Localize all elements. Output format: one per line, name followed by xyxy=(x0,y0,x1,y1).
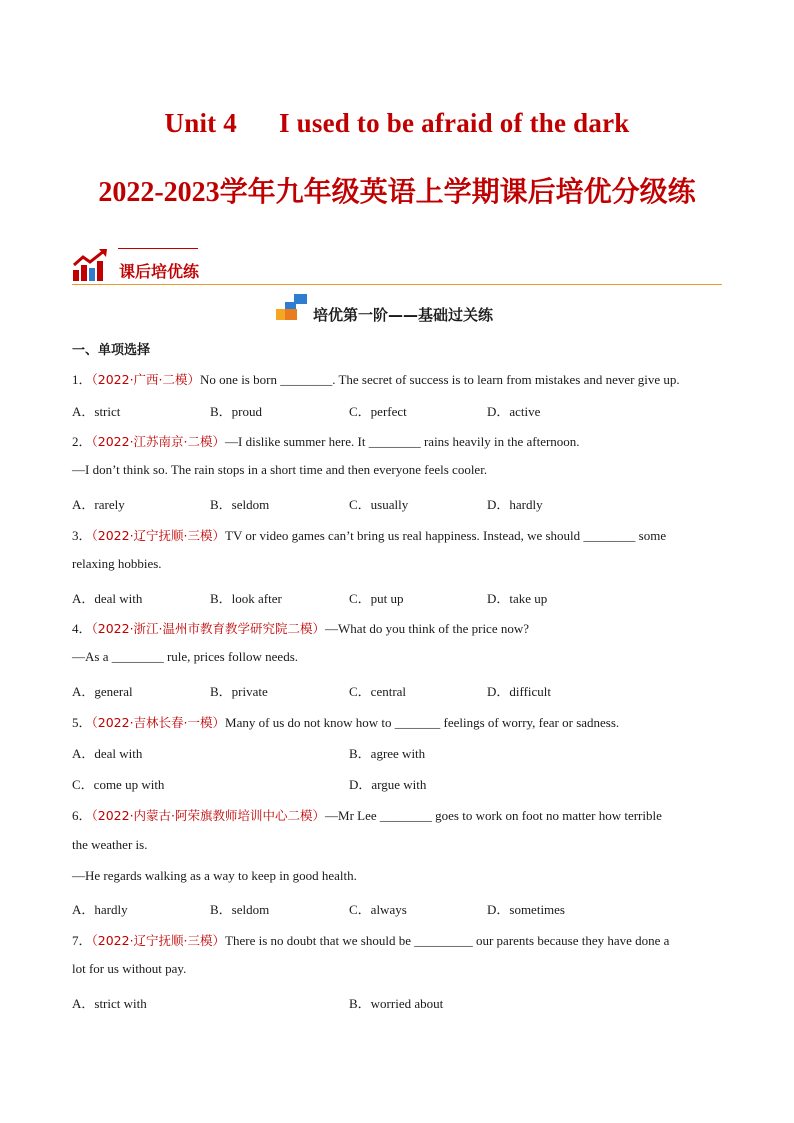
option-d[interactable]: D．sometimes xyxy=(487,902,565,917)
question-source: （2022·辽宁抚顺·三模） xyxy=(91,528,226,543)
option-a[interactable]: A．strict xyxy=(72,404,121,419)
steps-icon xyxy=(275,292,311,322)
question-source: （2022·广西·二模） xyxy=(91,372,201,387)
option-a[interactable]: A．general xyxy=(72,684,133,699)
part-heading: 一、单项选择 xyxy=(72,343,151,358)
unit-title: I used to be afraid of the dark xyxy=(279,108,630,138)
unit-label: Unit 4 xyxy=(164,108,237,138)
section-header xyxy=(72,244,722,288)
option-b[interactable]: B．seldom xyxy=(210,497,270,512)
question-5: 5．（2022·吉林长春·一模）Many of us do not know how to _______ feelings of worry, fear or sadness. xyxy=(72,715,620,730)
option-d[interactable]: D．difficult xyxy=(487,684,552,699)
question-3: 3．（2022·辽宁抚顺·三模）TV or video games can’t bring us real happiness. Instead, we should ________ some xyxy=(72,528,667,543)
option-d[interactable]: D．argue with xyxy=(349,777,427,792)
question-6-line2: the weather is. xyxy=(72,837,148,852)
tier-heading xyxy=(275,292,535,326)
section-divider xyxy=(72,284,722,285)
option-a[interactable]: A．deal with xyxy=(72,746,143,761)
option-b[interactable]: B．look after xyxy=(210,591,282,606)
question-7: 7．（2022·辽宁抚顺·三模）There is no doubt that we should be _________ our parents because they have done a xyxy=(72,933,670,948)
question-source: （2022·吉林长春·一模） xyxy=(91,715,226,730)
question-6-line3: —He regards walking as a way to keep in good health. xyxy=(72,868,357,883)
doc-title-line1 xyxy=(0,108,794,139)
option-a[interactable]: A．deal with xyxy=(72,591,143,606)
question-4: 4．（2022·浙江·温州市教育教学研究院二模）—What do you think of the price now? xyxy=(72,621,530,636)
option-a[interactable]: A．strict with xyxy=(72,996,147,1011)
option-b[interactable]: B．agree with xyxy=(349,746,426,761)
option-d[interactable]: D．take up xyxy=(487,591,548,606)
question-source: （2022·内蒙古·阿荣旗教师培训中心二模） xyxy=(91,808,326,823)
doc-title-line2: 2022-2023学年九年级英语上学期课后培优分级练 xyxy=(98,177,696,208)
option-c[interactable]: C．usually xyxy=(349,497,409,512)
option-d[interactable]: D．active xyxy=(487,404,541,419)
option-b[interactable]: B．private xyxy=(210,684,268,699)
question-3-line2: relaxing hobbies. xyxy=(72,556,162,571)
option-b[interactable]: B．proud xyxy=(210,404,263,419)
option-c[interactable]: C．always xyxy=(349,902,407,917)
option-d[interactable]: D．hardly xyxy=(487,497,543,512)
option-b[interactable]: B．seldom xyxy=(210,902,270,917)
section-label: 课后培优练 xyxy=(119,262,200,281)
question-source: （2022·江苏南京·二模） xyxy=(91,434,226,449)
option-c[interactable]: C．come up with xyxy=(72,777,165,792)
question-6: 6．（2022·内蒙古·阿荣旗教师培训中心二模）—Mr Lee ________ goes to work on foot no matter how terrible xyxy=(72,808,662,823)
option-c[interactable]: C．put up xyxy=(349,591,404,606)
question-7-line2: lot for us without pay. xyxy=(72,961,187,976)
option-a[interactable]: A．rarely xyxy=(72,497,125,512)
option-c[interactable]: C．perfect xyxy=(349,404,407,419)
question-4-line2: —As a ________ rule, prices follow needs. xyxy=(72,649,299,664)
question-source: （2022·浙江·温州市教育教学研究院二模） xyxy=(91,621,326,636)
question-2: 2．（2022·江苏南京·二模）—I dislike summer here. It ________ rains heavily in the afternoon. xyxy=(72,434,580,449)
tier-label: 培优第一阶——基础过关练 xyxy=(313,306,494,324)
question-1: 1．（2022·广西·二模）No one is born ________. The secret of success is to learn from mistakes and never give up. xyxy=(72,372,680,387)
chart-arrow-icon xyxy=(72,248,110,282)
option-c[interactable]: C．central xyxy=(349,684,407,699)
section-top-line xyxy=(118,248,198,249)
question-2-line2: —I don’t think so. The rain stops in a short time and then everyone feels cooler. xyxy=(72,462,488,477)
question-source: （2022·辽宁抚顺·三模） xyxy=(91,933,226,948)
option-b[interactable]: B．worried about xyxy=(349,996,444,1011)
option-a[interactable]: A．hardly xyxy=(72,902,128,917)
